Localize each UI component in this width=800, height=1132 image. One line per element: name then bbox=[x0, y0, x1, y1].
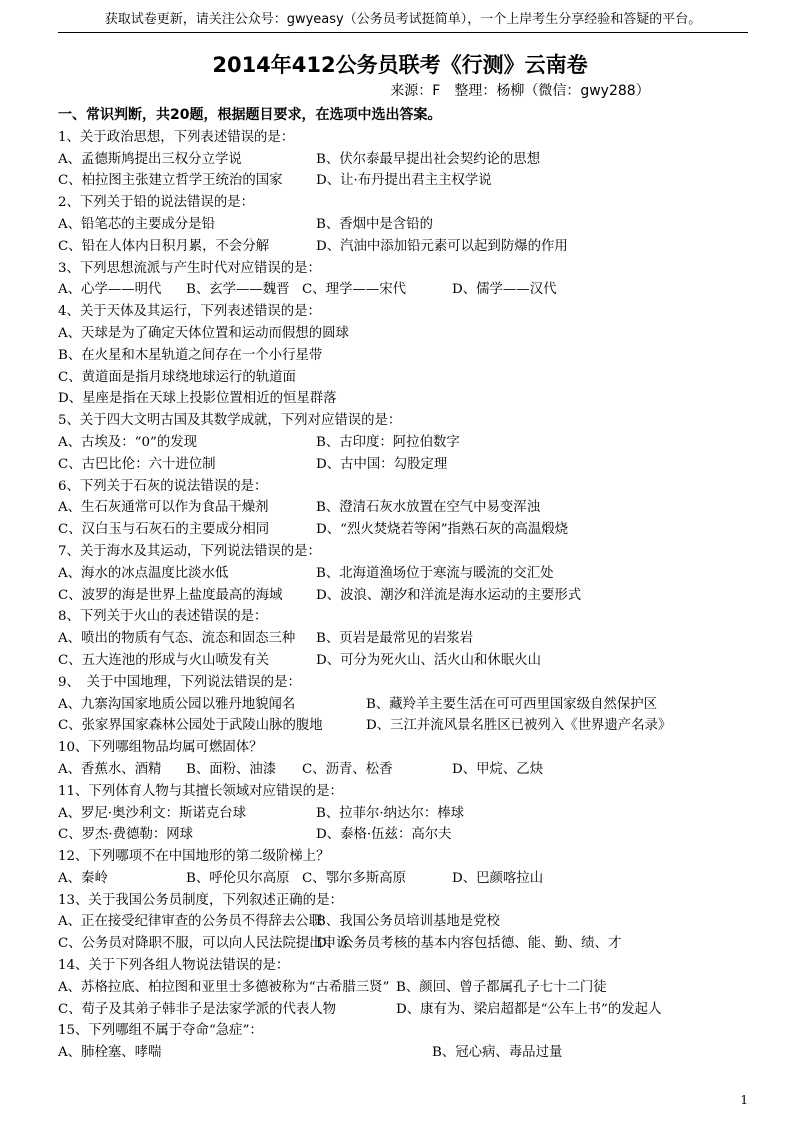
option-row bbox=[58, 585, 748, 607]
option-row bbox=[58, 497, 748, 519]
answer-option: C、鄂尔多斯高原 bbox=[302, 870, 406, 886]
source-line: 来源：F 整理：杨柳（微信：gwy288） bbox=[390, 83, 650, 99]
answer-option: C、古巴比伦：六十进位制 bbox=[58, 456, 216, 472]
option-row bbox=[58, 367, 748, 389]
document-title: 2014年412公务员联考《行测》云南卷 bbox=[212, 53, 588, 77]
page-number: 1 bbox=[740, 1093, 748, 1107]
answer-option: D、儒学——汉代 bbox=[452, 282, 557, 298]
question-stem: 7、关于海水及其运动，下列说法错误的是： bbox=[58, 543, 321, 559]
answer-option: D、汽油中添加铅元素可以起到防爆的作用 bbox=[316, 238, 568, 254]
answer-option: C、张家界国家森林公园处于武陵山脉的腹地 bbox=[58, 718, 323, 734]
answer-option: C、黄道面是指月球绕地球运行的轨道面 bbox=[58, 369, 296, 385]
answer-option: C、铅在人体内日积月累，不会分解 bbox=[58, 238, 270, 254]
answer-option: A、古埃及：“0”的发现 bbox=[58, 434, 198, 450]
answer-option: A、罗尼·奥沙利文：斯诺克台球 bbox=[58, 805, 247, 821]
answer-option: A、苏格拉底、柏拉图和亚里士多德被称为“古希腊三贤” bbox=[58, 979, 390, 995]
answer-option: C、理学——宋代 bbox=[302, 282, 406, 298]
option-row bbox=[58, 999, 748, 1021]
option-row bbox=[58, 214, 748, 236]
answer-option: B、拉菲尔·纳达尔：棒球 bbox=[316, 805, 465, 821]
option-row bbox=[58, 563, 748, 585]
question-stem: 15、下列哪组不属于夺命“急症”： bbox=[58, 1023, 263, 1039]
option-row bbox=[58, 432, 748, 454]
answer-option: D、公务员考核的基本内容包括德、能、勤、绩、才 bbox=[316, 936, 622, 952]
answer-option: B、香烟中是含铅的 bbox=[316, 216, 433, 232]
answer-option: B、在火星和木星轨道之间存在一个小行星带 bbox=[58, 347, 323, 363]
question-stem: 2、下列关于铅的说法错误的是： bbox=[58, 195, 254, 211]
answer-option: D、星座是指在天球上投影位置相近的恒星群落 bbox=[58, 391, 337, 407]
option-row bbox=[58, 933, 748, 955]
answer-option: B、北海道渔场位于寒流与暖流的交汇处 bbox=[316, 565, 554, 581]
answer-option: B、页岩是最常见的岩浆岩 bbox=[316, 631, 474, 647]
answer-option: B、呼伦贝尔高原 bbox=[186, 870, 290, 886]
answer-option: A、肺栓塞、哮喘 bbox=[58, 1045, 162, 1061]
option-row bbox=[58, 519, 748, 541]
answer-option: D、可分为死火山、活火山和休眠火山 bbox=[316, 652, 541, 668]
answer-option: C、波罗的海是世界上盐度最高的海域 bbox=[58, 587, 283, 603]
answer-option: C、汉白玉与石灰石的主要成分相同 bbox=[58, 522, 270, 538]
question-stem: 11、下列体育人物与其擅长领域对应错误的是： bbox=[58, 783, 343, 799]
answer-option: D、让·布丹提出君主主权学说 bbox=[316, 173, 492, 189]
answer-option: B、玄学——魏晋 bbox=[186, 282, 290, 298]
option-row bbox=[58, 977, 748, 999]
question-stem: 1、关于政治思想，下列表述错误的是： bbox=[58, 129, 295, 145]
answer-option: C、沥青、松香 bbox=[302, 761, 393, 777]
question-stem: 6、下列关于石灰的说法错误的是： bbox=[58, 478, 268, 494]
option-row bbox=[58, 650, 748, 672]
option-row bbox=[58, 1042, 748, 1064]
option-row bbox=[58, 868, 748, 890]
answer-option: D、康有为、梁启超都是“公车上书”的发起人 bbox=[396, 1001, 662, 1017]
answer-option: A、海水的冰点温度比淡水低 bbox=[58, 565, 229, 581]
option-row bbox=[58, 803, 748, 825]
answer-option: B、藏羚羊主要生活在可可西里国家级自然保护区 bbox=[366, 696, 658, 712]
answer-option: D、“烈火焚烧若等闲”指熟石灰的高温煅烧 bbox=[316, 522, 569, 538]
option-row bbox=[58, 824, 748, 846]
answer-option: A、心学——明代 bbox=[58, 282, 162, 298]
answer-option: A、香蕉水、酒精 bbox=[58, 761, 162, 777]
option-row bbox=[58, 323, 748, 345]
answer-option: C、五大连池的形成与火山喷发有关 bbox=[58, 652, 270, 668]
answer-option: C、罗杰·费德勒：网球 bbox=[58, 827, 194, 843]
answer-option: B、颜回、曾子都属孔子七十二门徒 bbox=[396, 979, 607, 995]
question-stem: 9、 关于中国地理，下列说法错误的是： bbox=[58, 674, 301, 690]
question-stem: 5、关于四大文明古国及其数学成就，下列对应错误的是： bbox=[58, 413, 402, 429]
option-row bbox=[58, 628, 748, 650]
question-stem: 10、下列哪组物品均属可燃固体？ bbox=[58, 740, 263, 756]
answer-option: B、我国公务员培训基地是党校 bbox=[316, 914, 500, 930]
answer-option: B、伏尔泰最早提出社会契约论的思想 bbox=[316, 151, 541, 167]
answer-option: A、秦岭 bbox=[58, 870, 108, 886]
answer-option: A、孟德斯鸠提出三权分立学说 bbox=[58, 151, 242, 167]
answer-option: D、泰格·伍兹：高尔夫 bbox=[316, 827, 452, 843]
answer-option: A、喷出的物质有气态、流态和固态三种 bbox=[58, 631, 296, 647]
answer-option: A、九寨沟国家地质公园以雅丹地貌闻名 bbox=[58, 696, 296, 712]
option-row bbox=[58, 911, 748, 933]
answer-option: B、澄清石灰水放置在空气中易变浑浊 bbox=[316, 500, 541, 516]
question-stem: 3、下列思想流派与产生时代对应错误的是： bbox=[58, 260, 321, 276]
answer-option: D、甲烷、乙炔 bbox=[452, 761, 544, 777]
option-row bbox=[58, 454, 748, 476]
option-row bbox=[58, 279, 748, 301]
option-row bbox=[58, 388, 748, 410]
answer-option: A、生石灰通常可以作为食品干燥剂 bbox=[58, 500, 269, 516]
answer-option: A、正在接受纪律审查的公务员不得辞去公职 bbox=[58, 914, 323, 930]
answer-option: A、天球是为了确定天体位置和运动而假想的圆球 bbox=[58, 325, 349, 341]
option-row bbox=[58, 715, 748, 737]
answer-option: B、古印度：阿拉伯数字 bbox=[316, 434, 460, 450]
header-notice: 获取试卷更新，请关注公众号：gwyeasy（公务员考试挺简单），一个上岸考生分享经验和答疑的平台。 bbox=[58, 10, 748, 33]
answer-option: D、古中国：勾股定理 bbox=[316, 456, 448, 472]
question-stem: 13、关于我国公务员制度，下列叙述正确的是： bbox=[58, 892, 343, 908]
answer-option: D、波浪、潮汐和洋流是海水运动的主要形式 bbox=[316, 587, 582, 603]
answer-option: C、荀子及其弟子韩非子是法家学派的代表人物 bbox=[58, 1001, 337, 1017]
section-heading: 一、常识判断，共20题，根据题目要求，在选项中选出答案。 bbox=[58, 107, 442, 123]
option-row bbox=[58, 694, 748, 716]
question-list bbox=[58, 105, 748, 1064]
option-row bbox=[58, 345, 748, 367]
option-row bbox=[58, 759, 748, 781]
question-stem: 12、下列哪项不在中国地形的第二级阶梯上？ bbox=[58, 849, 330, 865]
answer-option: C、公务员对降职不服，可以向人民法院提出申诉 bbox=[58, 936, 350, 952]
option-row bbox=[58, 149, 748, 171]
answer-option: C、柏拉图主张建立哲学王统治的国家 bbox=[58, 173, 283, 189]
question-stem: 8、下列关于火山的表述错误的是： bbox=[58, 609, 268, 625]
answer-option: B、面粉、油漆 bbox=[186, 761, 277, 777]
option-row bbox=[58, 170, 748, 192]
answer-option: B、冠心病、毒品过量 bbox=[432, 1045, 563, 1061]
answer-option: A、铅笔芯的主要成分是铅 bbox=[58, 216, 215, 232]
answer-option: D、巴颜喀拉山 bbox=[452, 870, 544, 886]
question-stem: 14、关于下列各组人物说法错误的是： bbox=[58, 958, 290, 974]
question-stem: 4、关于天体及其运行，下列表述错误的是： bbox=[58, 304, 321, 320]
option-row bbox=[58, 236, 748, 258]
answer-option: D、三江并流风景名胜区已被列入《世界遗产名录》 bbox=[366, 718, 672, 734]
